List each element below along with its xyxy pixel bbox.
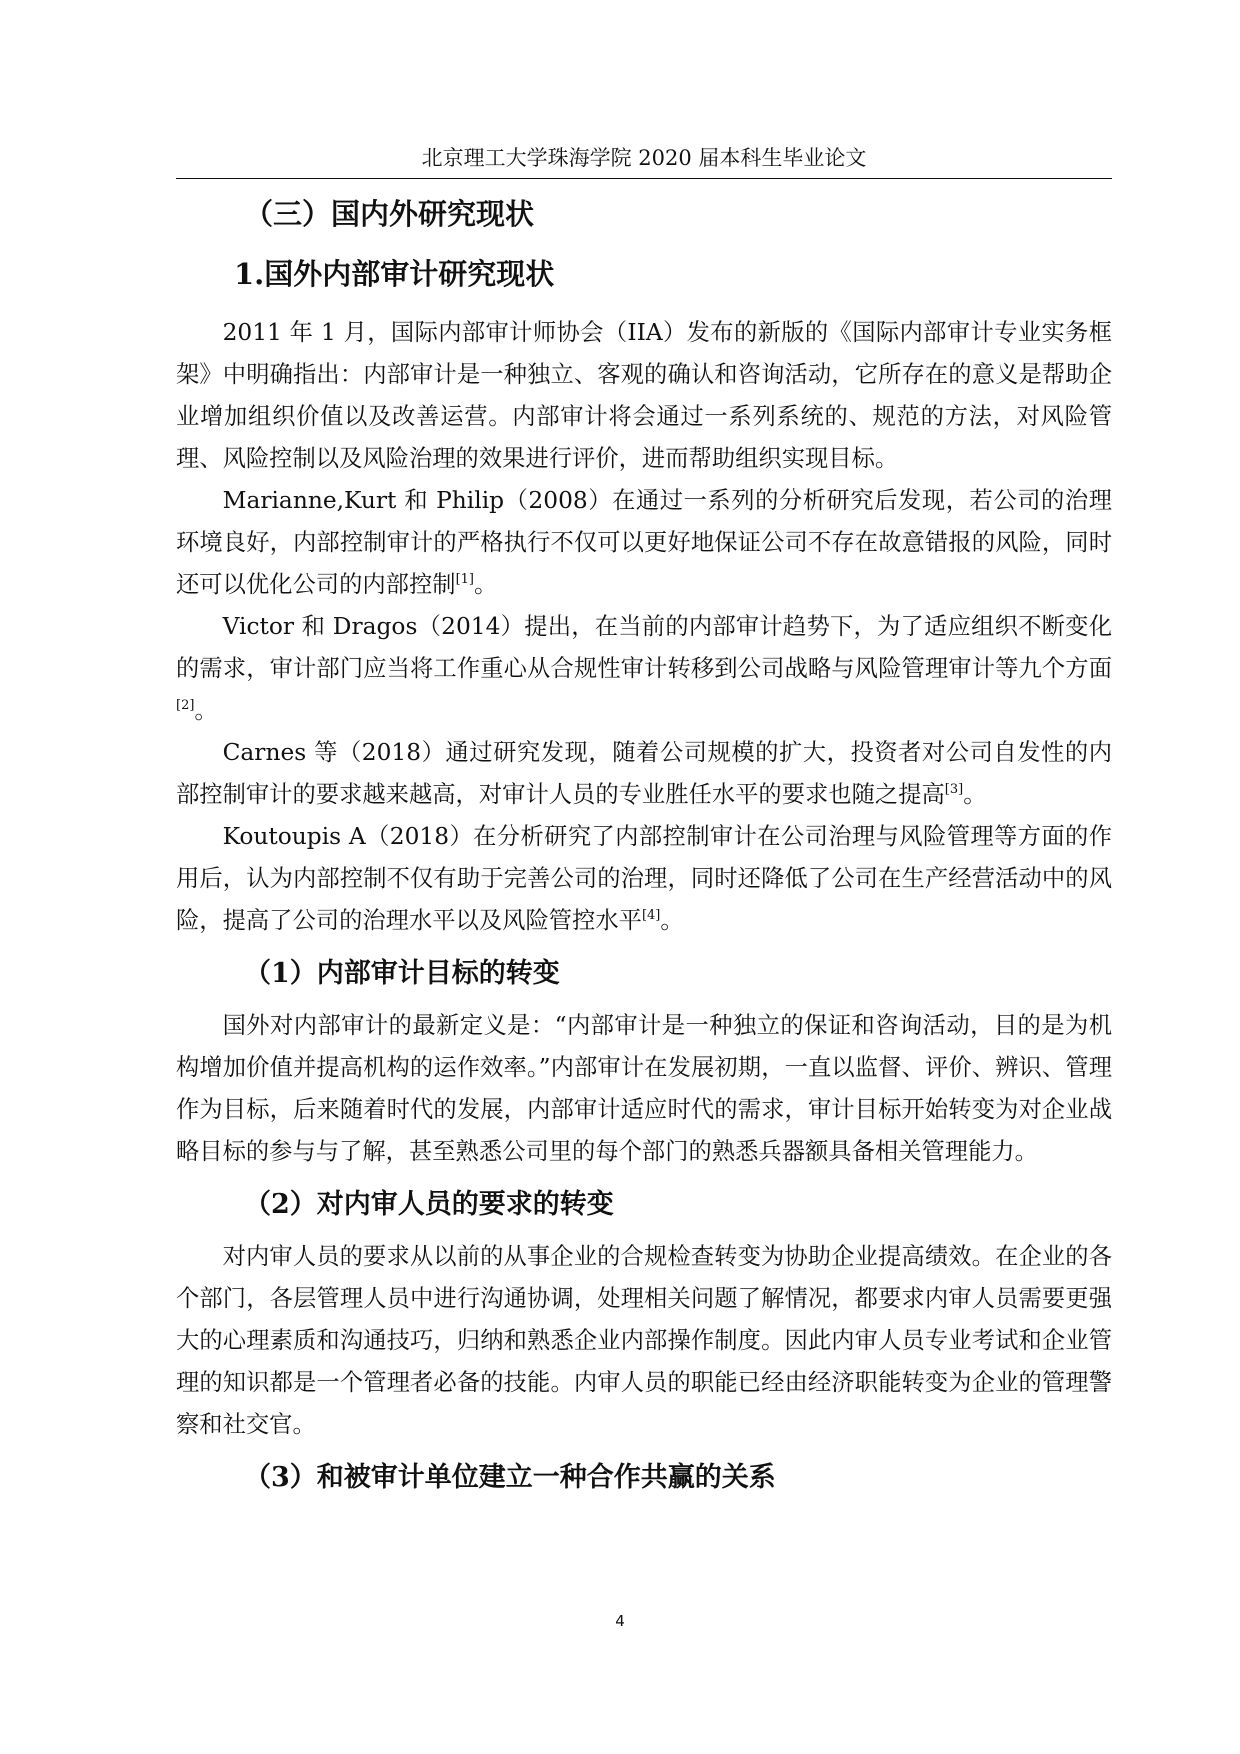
- paragraph-carnes: [176, 732, 1112, 816]
- citation-ref: [2]: [176, 698, 195, 714]
- paragraph-text: Victor 和 Dragos（2014）提出，在当前的内部审计趋势下，为了适应组织不断变化的需求，审计部门应当将工作重心从合规性审计转移到公司战略与风险管理审计等九个方面: [176, 613, 1112, 682]
- paragraph-marianne: [176, 480, 1112, 606]
- item-heading-3: （3）和被审计单位建立一种合作共赢的关系: [244, 1462, 776, 1493]
- section-heading: （三）国内外研究现状: [244, 197, 535, 231]
- paragraph-text: Koutoupis A（2018）在分析研究了内部控制审计在公司治理与风险管理等方面的作用后，认为内部控制不仅有助于完善公司的治理，同时还降低了公司在生产经营活动中的风险，提高了公司的治理水平以及风险管控水平: [176, 823, 1112, 934]
- item-paragraph-2: 对内审人员的要求从以前的从事企业的合规检查转变为协助企业提高绩效。在企业的各个部门，各层管理人员中进行沟通协调，处理相关问题了解情况，都要求内审人员需要更强大的心理素质和沟通技巧，归纳和熟悉企业内部操作制度。因此内审人员专业考试和企业管理的知识都是一个管理者必备的技能。内审人员的职能已经由经济职能转变为企业的管理警察和社交官。: [176, 1243, 1112, 1438]
- paragraph-tail: 。: [660, 907, 684, 934]
- paragraph-text: 2011 年 1 月，国际内部审计师协会（IIA）发布的新版的《国际内部审计专业实务框架》中明确指出：内部审计是一种独立、客观的确认和咨询活动，它所存在的意义是帮助企业增加组织价值以及改善运营。内部审计将会通过一系列系统的、规范的方法，对风险管理、风险控制以及风险治理的效果进行评价，进而帮助组织实现目标。: [176, 319, 1112, 472]
- paragraph-koutoupis: [176, 816, 1112, 942]
- page-number: 4: [615, 1612, 625, 1630]
- item-heading-1: （1）内部审计目标的转变: [244, 958, 560, 989]
- paragraph-victor: [176, 606, 1112, 732]
- paragraph-text: Carnes 等（2018）通过研究发现，随着公司规模的扩大，投资者对公司自发性的内部控制审计的要求越来越高，对审计人员的专业胜任水平的要求也随之提高: [176, 739, 1112, 808]
- running-header: 北京理工大学珠海学院 2020 届本科生毕业论文: [421, 146, 867, 170]
- header-rule: [176, 178, 1112, 179]
- citation-ref: [1]: [455, 572, 474, 588]
- paragraph-text: Marianne,Kurt 和 Philip（2008）在通过一系列的分析研究后发现，若公司的治理环境良好，内部控制审计的严格执行不仅可以更好地保证公司不存在故意错报的风险，同时还可以优化公司的内部控制: [176, 487, 1112, 598]
- page-body: [176, 188, 1112, 1509]
- item-paragraph-1: 国外对内部审计的最新定义是：“内部审计是一种独立的保证和咨询活动，目的是为机构增加价值并提高机构的运作效率。”内部审计在发展初期，一直以监督、评价、辨识、管理作为目标，后来随着时代的发展，内部审计适应时代的需求，审计目标开始转变为对企业战略目标的参与与了解，甚至熟悉公司里的每个部门的熟悉兵器额具备相关管理能力。: [176, 1012, 1112, 1165]
- paragraph-tail: 。: [963, 781, 987, 808]
- paragraph-tail: 。: [473, 571, 498, 598]
- paragraph-tail: 。: [194, 697, 218, 724]
- item-heading-2: （2）对内审人员的要求的转变: [244, 1189, 614, 1220]
- subsection-heading: 1.国外内部审计研究现状: [234, 257, 555, 291]
- citation-ref: [3]: [944, 782, 964, 798]
- citation-ref: [4]: [641, 908, 661, 924]
- paragraph-iia: [176, 312, 1112, 480]
